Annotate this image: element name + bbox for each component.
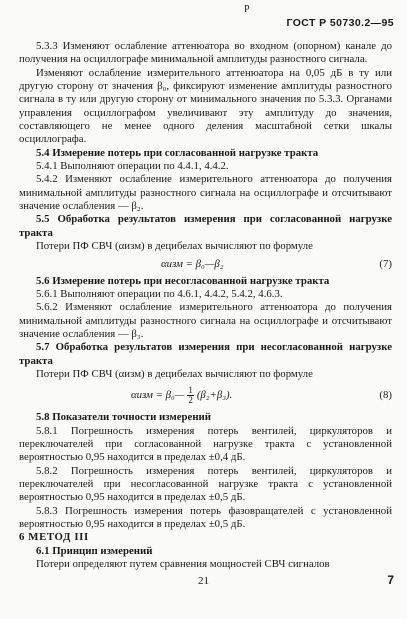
paragraph-5-4-1: 5.4.1 Выполняют операции по 4.4.1, 4.4.2. <box>36 160 229 173</box>
paragraph-6-1: Потери определяют путем сравнения мощностей СВЧ сигналов <box>36 558 330 571</box>
paragraph-5-4-2: 5.4.2 Изменяют ослабление измерительного аттенюатора до получения минимальной амплитуды разностного сигнала на осциллографе и отсчитывают значение ослабления — β₂. <box>19 173 392 213</box>
paragraph-5-8-1: 5.8.1 Погрешность измерения потерь вентилей, циркуляторов и переключателей при согласованной нагрузке тракта с установленной вероятностью 0,95 находится в пределах ±0,4 дБ. <box>19 424 392 464</box>
heading-5-8: 5.8 Показатели точности измерений <box>36 411 211 424</box>
heading-5-5: 5.5 Обработка результатов измерения при согласованной нагрузке тракта <box>19 213 392 239</box>
formula-7-rhs: = β₀—β₂ <box>185 257 224 270</box>
formula-7-expression <box>161 258 223 271</box>
paragraph-attenuator-adjust: Изменяют ослабление измерительного аттенюатора на 0,05 дБ в ту или другую сторону от значения β₀, фиксируют изменение амплитуды разностного сигнала в ту или другую сторону от минимального значения по 5.3.3. Органами управления осциллографом увеличивают эту амплитуду до значения, составляющего не менее одного деления масштабной сетки шкалы осциллографа. <box>19 66 392 146</box>
paragraph-5-8-3: 5.8.3 Погрешность измерения потерь фазовращателей с установленной вероятностью 0,95 находится в пределах ±0,5 дБ. <box>19 504 392 530</box>
heading-5-4: 5.4 Измерение потерь при согласованной нагрузке тракта <box>36 146 319 159</box>
formula-7 <box>19 254 392 275</box>
paragraph-5-3-3: 5.3.3 Изменяют ослабление аттенюатора во входном (опорном) канале до получения на осциллографе минимальной амплитуды разностного сигнала. <box>19 40 392 66</box>
heading-6-1: 6.1 Принцип измерений <box>36 544 153 557</box>
paragraph-5-6-2: 5.6.2 Изменяют ослабление измерительного аттенюатора до получения минимальной амплитуды разностного сигнала на осциллографе и отсчитывают значение ослабления — β₃. <box>19 301 392 340</box>
fraction-denominator: 2 <box>188 395 193 406</box>
page-body <box>19 40 392 571</box>
section-6-title: 6 МЕТОД III <box>19 531 89 544</box>
paragraph-5-7: Потери ПФ СВЧ (αизм) в децибелах вычисляют по формуле <box>36 367 313 380</box>
formula-8-number: (8) <box>379 389 392 402</box>
formula-8 <box>19 381 392 411</box>
heading-5-6: 5.6 Измерение потерь при несогласованной нагрузке тракта <box>36 274 330 287</box>
formula-7-number: (7) <box>379 257 392 270</box>
heading-5-7: 5.7 Обработка результатов измерения при несогласованной нагрузке тракта <box>19 341 392 367</box>
paragraph-5-5: Потери ПФ СВЧ (αизм) в децибелах вычисляют по формуле <box>36 240 313 253</box>
formula-8-expression <box>131 386 232 405</box>
formula-8-lhs: αизм <box>131 389 153 402</box>
formula-8-fraction <box>187 386 194 405</box>
formula-8-rhs: (β₂+β₃). <box>196 389 233 402</box>
gost-header: ГОСТ Р 50730.2—95 <box>286 17 394 29</box>
fraction-numerator: 1 <box>188 385 193 396</box>
document-page-number: 7 <box>387 573 394 587</box>
formula-8-mid: = β₀— <box>155 389 185 402</box>
top-mark: P <box>244 4 250 15</box>
paragraph-5-6-1: 5.6.1 Выполняют операции по 4.6.1, 4.4.2, 5.4.2, 4.6.3. <box>36 287 283 300</box>
page-footer-number: 21 <box>198 575 209 587</box>
paragraph-5-8-2: 5.8.2 Погрешность измерения потерь вентилей, циркуляторов и переключателей при несогласованной нагрузке тракта с установленной вероятностью 0,95 находится в пределах ±0,5 дБ. <box>19 464 392 504</box>
formula-7-lhs: αизм <box>161 257 183 270</box>
